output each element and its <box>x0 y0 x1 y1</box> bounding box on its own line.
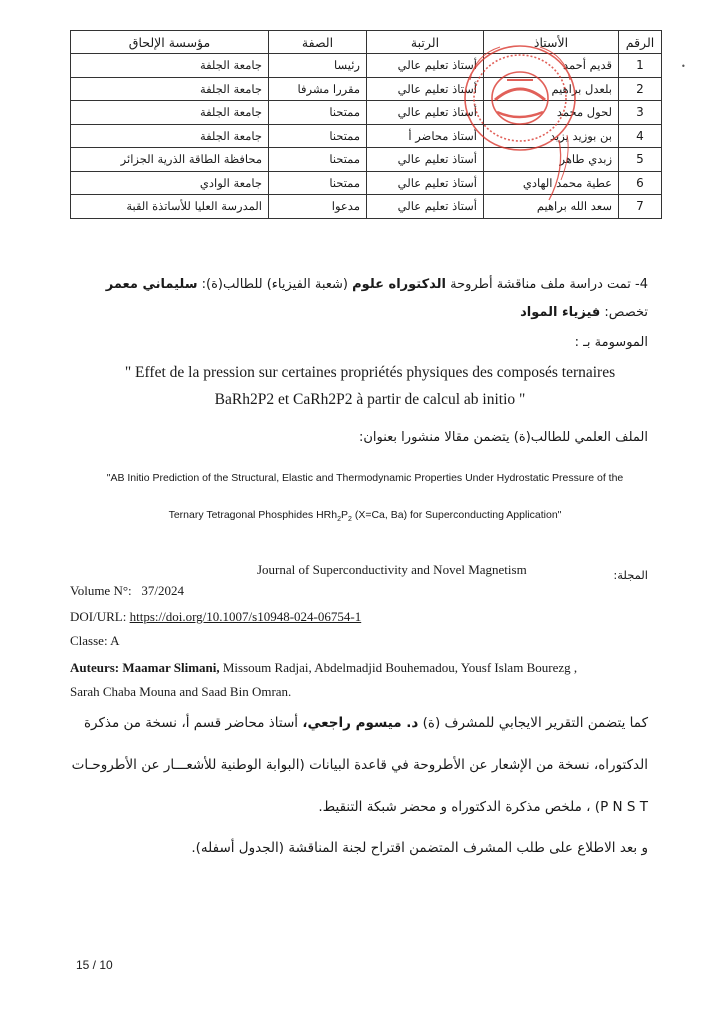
report-paragraph-line3: P N S T) ، ملخص مذكرة الدكتوراه و محضر شبكة التنقيط. <box>318 799 648 815</box>
doi-line <box>70 609 361 625</box>
table-row <box>71 195 662 219</box>
article-title-line2: Ternary Tetragonal Phosphides $HRh_2P_2$ (X=Ca, Ba) for Superconducting Application" <box>168 509 562 524</box>
authors-line1 <box>70 660 577 676</box>
classe-label: Classe: <box>70 633 108 648</box>
table-row <box>71 54 662 78</box>
lead-author: Maamar Slimani, <box>122 660 220 675</box>
report-paragraph-line2: الدكتوراه، نسخة من الإشعار عن الأطروحة في قاعدة البيانات (البوابة الوطنية للأشعـــار عن الأطروحـات <box>71 757 648 773</box>
journal-label: المجلة: <box>613 568 648 582</box>
row-num: 2 <box>619 77 662 101</box>
header-num: الرقم <box>619 31 662 54</box>
header-institution: مؤسسة الإلحاق <box>71 31 269 54</box>
row-role: ممتحنا <box>269 101 367 125</box>
header-role: الصفة <box>269 31 367 54</box>
item4-degree: الدكتوراه علوم <box>352 277 447 292</box>
header-professor: الأستاذ <box>484 31 619 54</box>
volume-line <box>70 583 184 599</box>
specialty-value: فيزياء المواد <box>520 305 601 320</box>
doi-link[interactable]: https://doi.org/10.1007/s10948-024-06754-1 <box>129 609 362 624</box>
authors-label: Auteurs: <box>70 660 120 675</box>
row-professor: عطية محمد الهادي <box>484 171 619 195</box>
row-professor: سعد الله براهيم <box>484 195 619 219</box>
supervisor-name: د. ميسوم راجعي، <box>302 715 419 731</box>
volume-value: 37/2024 <box>141 583 185 598</box>
header-rank: الرتبة <box>367 31 484 54</box>
row-institution: جامعة الجلفة <box>71 54 269 78</box>
row-rank: أستاذ تعليم عالي <box>367 195 484 219</box>
margin-mark: • <box>681 62 686 71</box>
row-num: 3 <box>619 101 662 125</box>
article-title-line1: "AB Initio Prediction of the Structural, Elastic and Thermodynamic Properties Under Hydrostatic Pressure of the <box>106 472 624 484</box>
row-institution: محافظة الطاقة الذرية الجزائر <box>71 148 269 172</box>
committee-table <box>70 30 662 219</box>
doi-label: DOI/URL: <box>70 609 127 624</box>
row-rank: أستاذ تعليم عالي <box>367 54 484 78</box>
dossier-label: الملف العلمي للطالب(ة) يتضمن مقالا منشورا بعنوان: <box>358 430 648 445</box>
row-institution: جامعة الجلفة <box>71 77 269 101</box>
thesis-title-line1: " Effet de la pression sur certaines propriétés physiques des composés ternaires <box>124 364 616 381</box>
row-num: 1 <box>619 54 662 78</box>
closing-line: و بعد الاطلاع على طلب المشرف المتضمن اقتراح لجنة المناقشة (الجدول أسفله). <box>191 840 648 856</box>
row-role: مقررا مشرفا <box>269 77 367 101</box>
row-role: ممتحنا <box>269 171 367 195</box>
row-institution: جامعة الوادي <box>71 171 269 195</box>
row-rank: أستاذ محاضر أ <box>367 124 484 148</box>
specialty-line <box>520 305 648 320</box>
thesis-title-line2: BaRh2P2 et CaRh2P2 à partir de calcul ab initio " <box>214 391 526 408</box>
row-role: ممتحنا <box>269 148 367 172</box>
row-num: 4 <box>619 124 662 148</box>
table-row <box>71 101 662 125</box>
row-professor: بلعدل براهيم <box>484 77 619 101</box>
row-institution: المدرسة العليا للأساتذة القبة <box>71 195 269 219</box>
row-institution: جامعة الجلفة <box>71 101 269 125</box>
item4-branch: (شعبة الفيزياء) للطالب(ة): <box>201 277 348 292</box>
table-row <box>71 124 662 148</box>
titled-label: الموسومة بـ : <box>574 335 648 350</box>
authors-line2: Sarah Chaba Mouna and Saad Bin Omran. <box>70 684 292 699</box>
row-rank: أستاذ تعليم عالي <box>367 148 484 172</box>
co-authors-1: Missoum Radjai, Abdelmadjid Bouhemadou, Yousf Islam Bourezg , <box>219 660 578 675</box>
table-row <box>71 77 662 101</box>
row-rank: أستاذ تعليم عالي <box>367 77 484 101</box>
volume-label: Volume N°: <box>70 583 132 598</box>
row-professor: بن بوزيد يزيد <box>484 124 619 148</box>
table-row <box>71 148 662 172</box>
report-paragraph-line1: كما يتضمن التقرير الايجابي للمشرف (ة) د. ميسوم راجعي، أستاذ محاضر قسم أ، نسخة من مذكرة <box>83 715 648 731</box>
row-rank: أستاذ تعليم عالي <box>367 101 484 125</box>
row-num: 7 <box>619 195 662 219</box>
row-professor: زبدي طاهر <box>484 148 619 172</box>
specialty-label: تخصص: <box>604 305 648 320</box>
row-role: ممتحنا <box>269 124 367 148</box>
item4-line <box>106 277 648 292</box>
table-header-row <box>71 31 662 54</box>
row-num: 5 <box>619 148 662 172</box>
table-row <box>71 171 662 195</box>
row-role: رئيسا <box>269 54 367 78</box>
row-role: مدعوا <box>269 195 367 219</box>
student-name: سليماني معمر <box>105 277 198 292</box>
row-rank: أستاذ تعليم عالي <box>367 171 484 195</box>
row-professor: لحول محمد <box>484 101 619 125</box>
page-number: 15 / 10 <box>76 958 113 972</box>
row-institution: جامعة الجلفة <box>71 124 269 148</box>
row-num: 6 <box>619 171 662 195</box>
classe-line <box>70 633 120 649</box>
journal-name: Journal of Superconductivity and Novel Magnetism <box>257 562 527 577</box>
item4-prefix: 4- تمت دراسة ملف مناقشة أطروحة <box>450 277 648 292</box>
classe-value: A <box>110 633 120 648</box>
row-professor: قديم أحمد <box>484 54 619 78</box>
